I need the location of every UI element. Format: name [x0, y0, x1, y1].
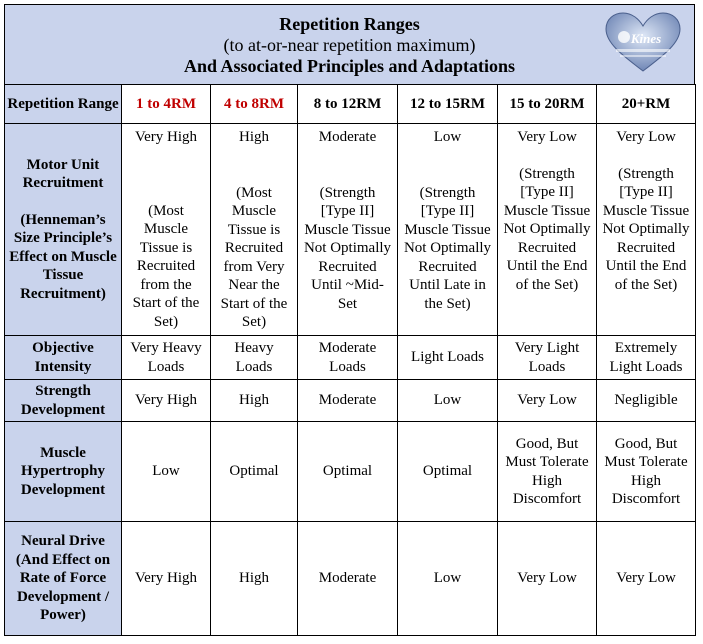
strength-cell: Negligible	[597, 380, 696, 422]
logo-text: Kines	[630, 31, 662, 46]
motor-level: Very Low	[616, 129, 676, 145]
hypertrophy-label: Muscle Hypertrophy Development	[5, 422, 122, 522]
motor-level: Very Low	[517, 129, 577, 145]
hypertrophy-cell: Optimal	[298, 422, 398, 522]
header-row	[5, 85, 696, 124]
page-title: Repetition Ranges	[279, 14, 420, 34]
heart-logo-icon	[602, 11, 684, 73]
page-title-secondary: And Associated Principles and Adaptations	[183, 56, 516, 76]
motor-note: (Most Muscle Tissue is Recruited from the Start of the Set)	[132, 202, 200, 330]
neural-cell: Very High	[122, 522, 211, 636]
strength-cell: Low	[398, 380, 498, 422]
motor-cell	[298, 124, 398, 336]
strength-row	[5, 380, 696, 422]
hypertrophy-cell: Low	[122, 422, 211, 522]
strength-cell: Very High	[122, 380, 211, 422]
motor-unit-label-cell	[5, 124, 122, 336]
motor-unit-label: Motor Unit Recruitment	[22, 156, 104, 192]
motor-note: (Most Muscle Tissue is Recruited from Very Near the Start of the Set)	[220, 184, 288, 330]
hypertrophy-cell: Optimal	[398, 422, 498, 522]
intensity-cell: Extremely Light Loads	[597, 336, 696, 380]
neural-cell: Very Low	[498, 522, 597, 636]
hypertrophy-row	[5, 422, 696, 522]
motor-level: Low	[433, 129, 462, 145]
motor-note: (Strength [Type II] Muscle Tissue Not Optimally Recruited Until the End of the Set)	[602, 165, 690, 293]
repetition-ranges-table	[4, 84, 696, 636]
header-8-12rm: 8 to 12RM	[298, 85, 398, 124]
motor-unit-sublabel: (Henneman’s Size Principle’s Effect on Muscle Tissue Recruitment)	[9, 211, 117, 302]
header-20plus-rm: 20+RM	[597, 85, 696, 124]
intensity-cell: Light Loads	[398, 336, 498, 380]
motor-level: Moderate	[318, 129, 377, 145]
motor-cell	[211, 124, 298, 336]
header-label: Repetition Range	[5, 85, 122, 124]
neural-cell: Moderate	[298, 522, 398, 636]
intensity-cell: Moderate Loads	[298, 336, 398, 380]
neural-drive-label: Neural Drive (And Effect on Rate of Force Development / Power)	[5, 522, 122, 636]
hypertrophy-cell: Optimal	[211, 422, 298, 522]
motor-note: (Strength [Type II] Muscle Tissue Not Optimally Recruited Until Late in the Set)	[403, 184, 492, 312]
intensity-label: Objective Intensity	[5, 336, 122, 380]
strength-cell: High	[211, 380, 298, 422]
strength-label: Strength Development	[5, 380, 122, 422]
strength-cell: Very Low	[498, 380, 597, 422]
motor-note: (Strength [Type II] Muscle Tissue Not Optimally Recruited Until the End of the Set)	[503, 165, 591, 293]
motor-note: (Strength [Type II] Muscle Tissue Not Optimally Recruited Until ~Mid-Set	[303, 184, 392, 312]
intensity-row	[5, 336, 696, 380]
header-1-4rm: 1 to 4RM	[122, 85, 211, 124]
neural-cell: High	[211, 522, 298, 636]
header-15-20rm: 15 to 20RM	[498, 85, 597, 124]
motor-cell	[498, 124, 597, 336]
hypertrophy-cell: Good, But Must Tolerate High Discomfort	[597, 422, 696, 522]
strength-cell: Moderate	[298, 380, 398, 422]
intensity-cell: Very Heavy Loads	[122, 336, 211, 380]
neural-cell: Low	[398, 522, 498, 636]
motor-level: High	[239, 129, 269, 145]
intensity-cell: Heavy Loads	[211, 336, 298, 380]
title-banner	[4, 4, 695, 85]
neural-drive-row	[5, 522, 696, 636]
page-subtitle: (to at-or-near repetition maximum)	[223, 35, 476, 55]
header-12-15rm: 12 to 15RM	[398, 85, 498, 124]
motor-cell	[398, 124, 498, 336]
motor-cell	[122, 124, 211, 336]
intensity-cell: Very Light Loads	[498, 336, 597, 380]
motor-level: Very High	[134, 129, 198, 145]
neural-cell: Very Low	[597, 522, 696, 636]
motor-unit-row	[5, 124, 696, 336]
hypertrophy-cell: Good, But Must Tolerate High Discomfort	[498, 422, 597, 522]
header-4-8rm: 4 to 8RM	[211, 85, 298, 124]
motor-cell	[597, 124, 696, 336]
